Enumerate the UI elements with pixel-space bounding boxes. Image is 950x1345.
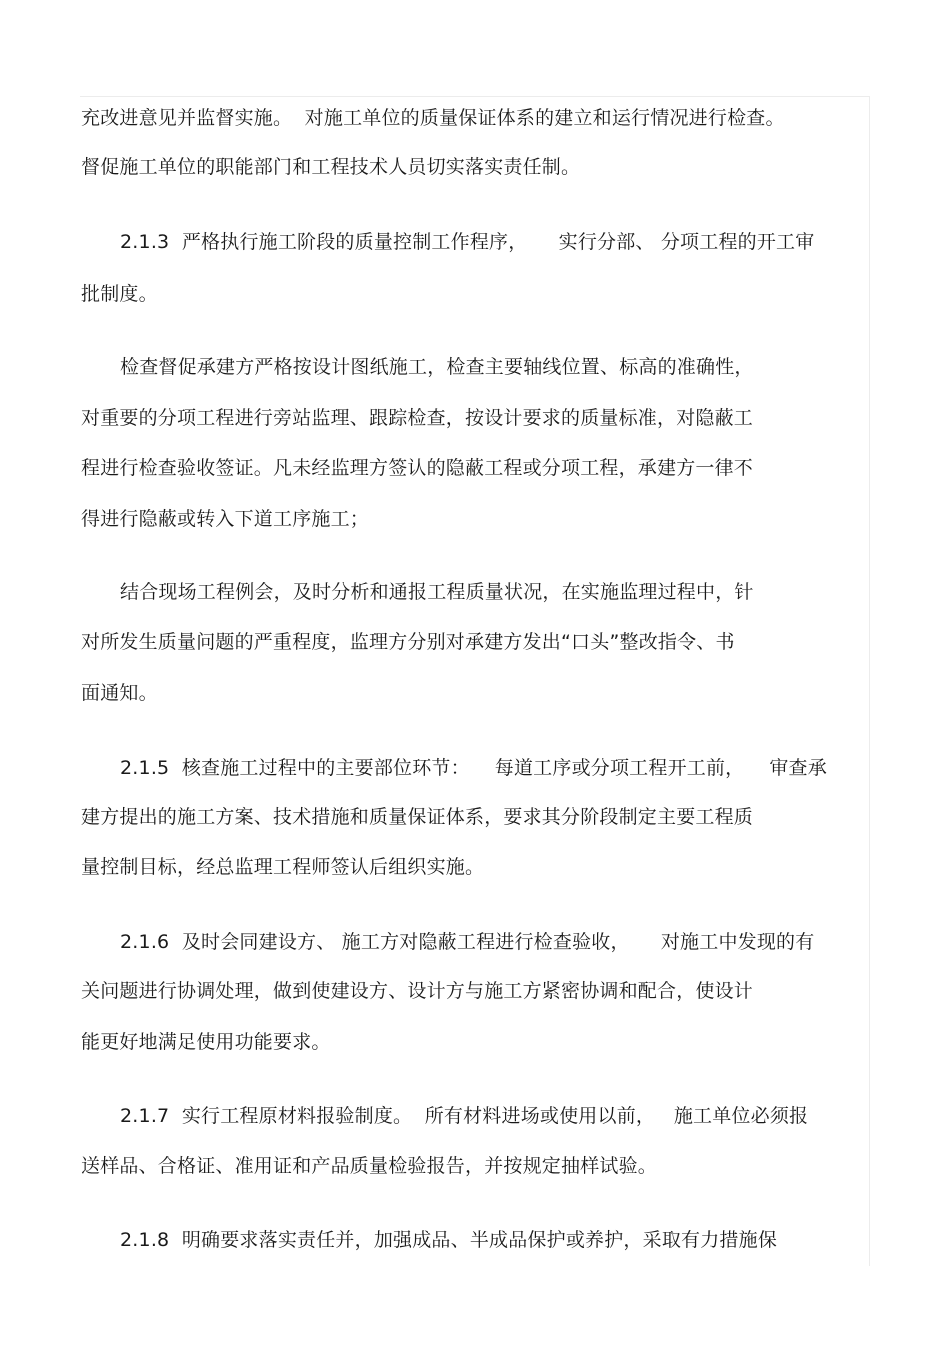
page-border-right (869, 96, 870, 1266)
text-line: 对所发生质量问题的严重程度，监理方分别对承建方发出“口头”整改指令、书 (81, 631, 735, 653)
section-2-1-3-heading-line: 2.1.3 严格执行施工阶段的质量控制工作程序， 实行分部、 分项工程的开工审 (120, 231, 815, 253)
section-2-1-8-heading-line: 2.1.8 明确要求落实责任并，加强成品、半成品保护或养护，采取有力措施保 (120, 1229, 778, 1251)
text-line: 充改进意见并监督实施。 对施工单位的质量保证体系的建立和运行情况进行检查。 (81, 107, 785, 129)
page-border-top (80, 96, 870, 97)
text-line: 程进行检查验收签证。凡未经监理方签认的隐蔽工程或分项工程，承建方一律不 (81, 457, 754, 479)
text-line: 建方提出的施工方案、技术措施和质量保证体系，要求其分阶段制定主要工程质 (81, 806, 754, 828)
section-2-1-7-heading-line: 2.1.7 实行工程原材料报验制度。 所有材料进场或使用以前， 施工单位必须报 (120, 1105, 809, 1127)
text-line: 得进行隐蔽或转入下道工序施工； (81, 508, 370, 530)
section-2-1-5-heading-line: 2.1.5 核查施工过程中的主要部位环节： 每道工序或分项工程开工前， 审查承 (120, 757, 827, 779)
text-line: 面通知。 (81, 682, 158, 704)
text-line: 能更好地满足使用功能要求。 (81, 1031, 331, 1053)
text-line: 对重要的分项工程进行旁站监理、跟踪检查，按设计要求的质量标准，对隐蔽工 (81, 407, 754, 429)
text-line: 批制度。 (81, 283, 158, 305)
text-line: 送样品、合格证、准用证和产品质量检验报告，并按规定抽样试验。 (81, 1155, 658, 1177)
text-line: 督促施工单位的职能部门和工程技术人员切实落实责任制。 (81, 156, 581, 178)
text-line: 关问题进行协调处理，做到使建设方、设计方与施工方紧密协调和配合，使设计 (81, 980, 754, 1002)
text-line: 检查督促承建方严格按设计图纸施工，检查主要轴线位置、标高的准确性， (120, 356, 754, 378)
section-2-1-6-heading-line: 2.1.6 及时会同建设方、 施工方对隐蔽工程进行检查验收， 对施工中发现的有 (120, 931, 815, 953)
text-line: 量控制目标，经总监理工程师签认后组织实施。 (81, 856, 485, 878)
text-line: 结合现场工程例会，及时分析和通报工程质量状况，在实施监理过程中，针 (120, 581, 754, 603)
